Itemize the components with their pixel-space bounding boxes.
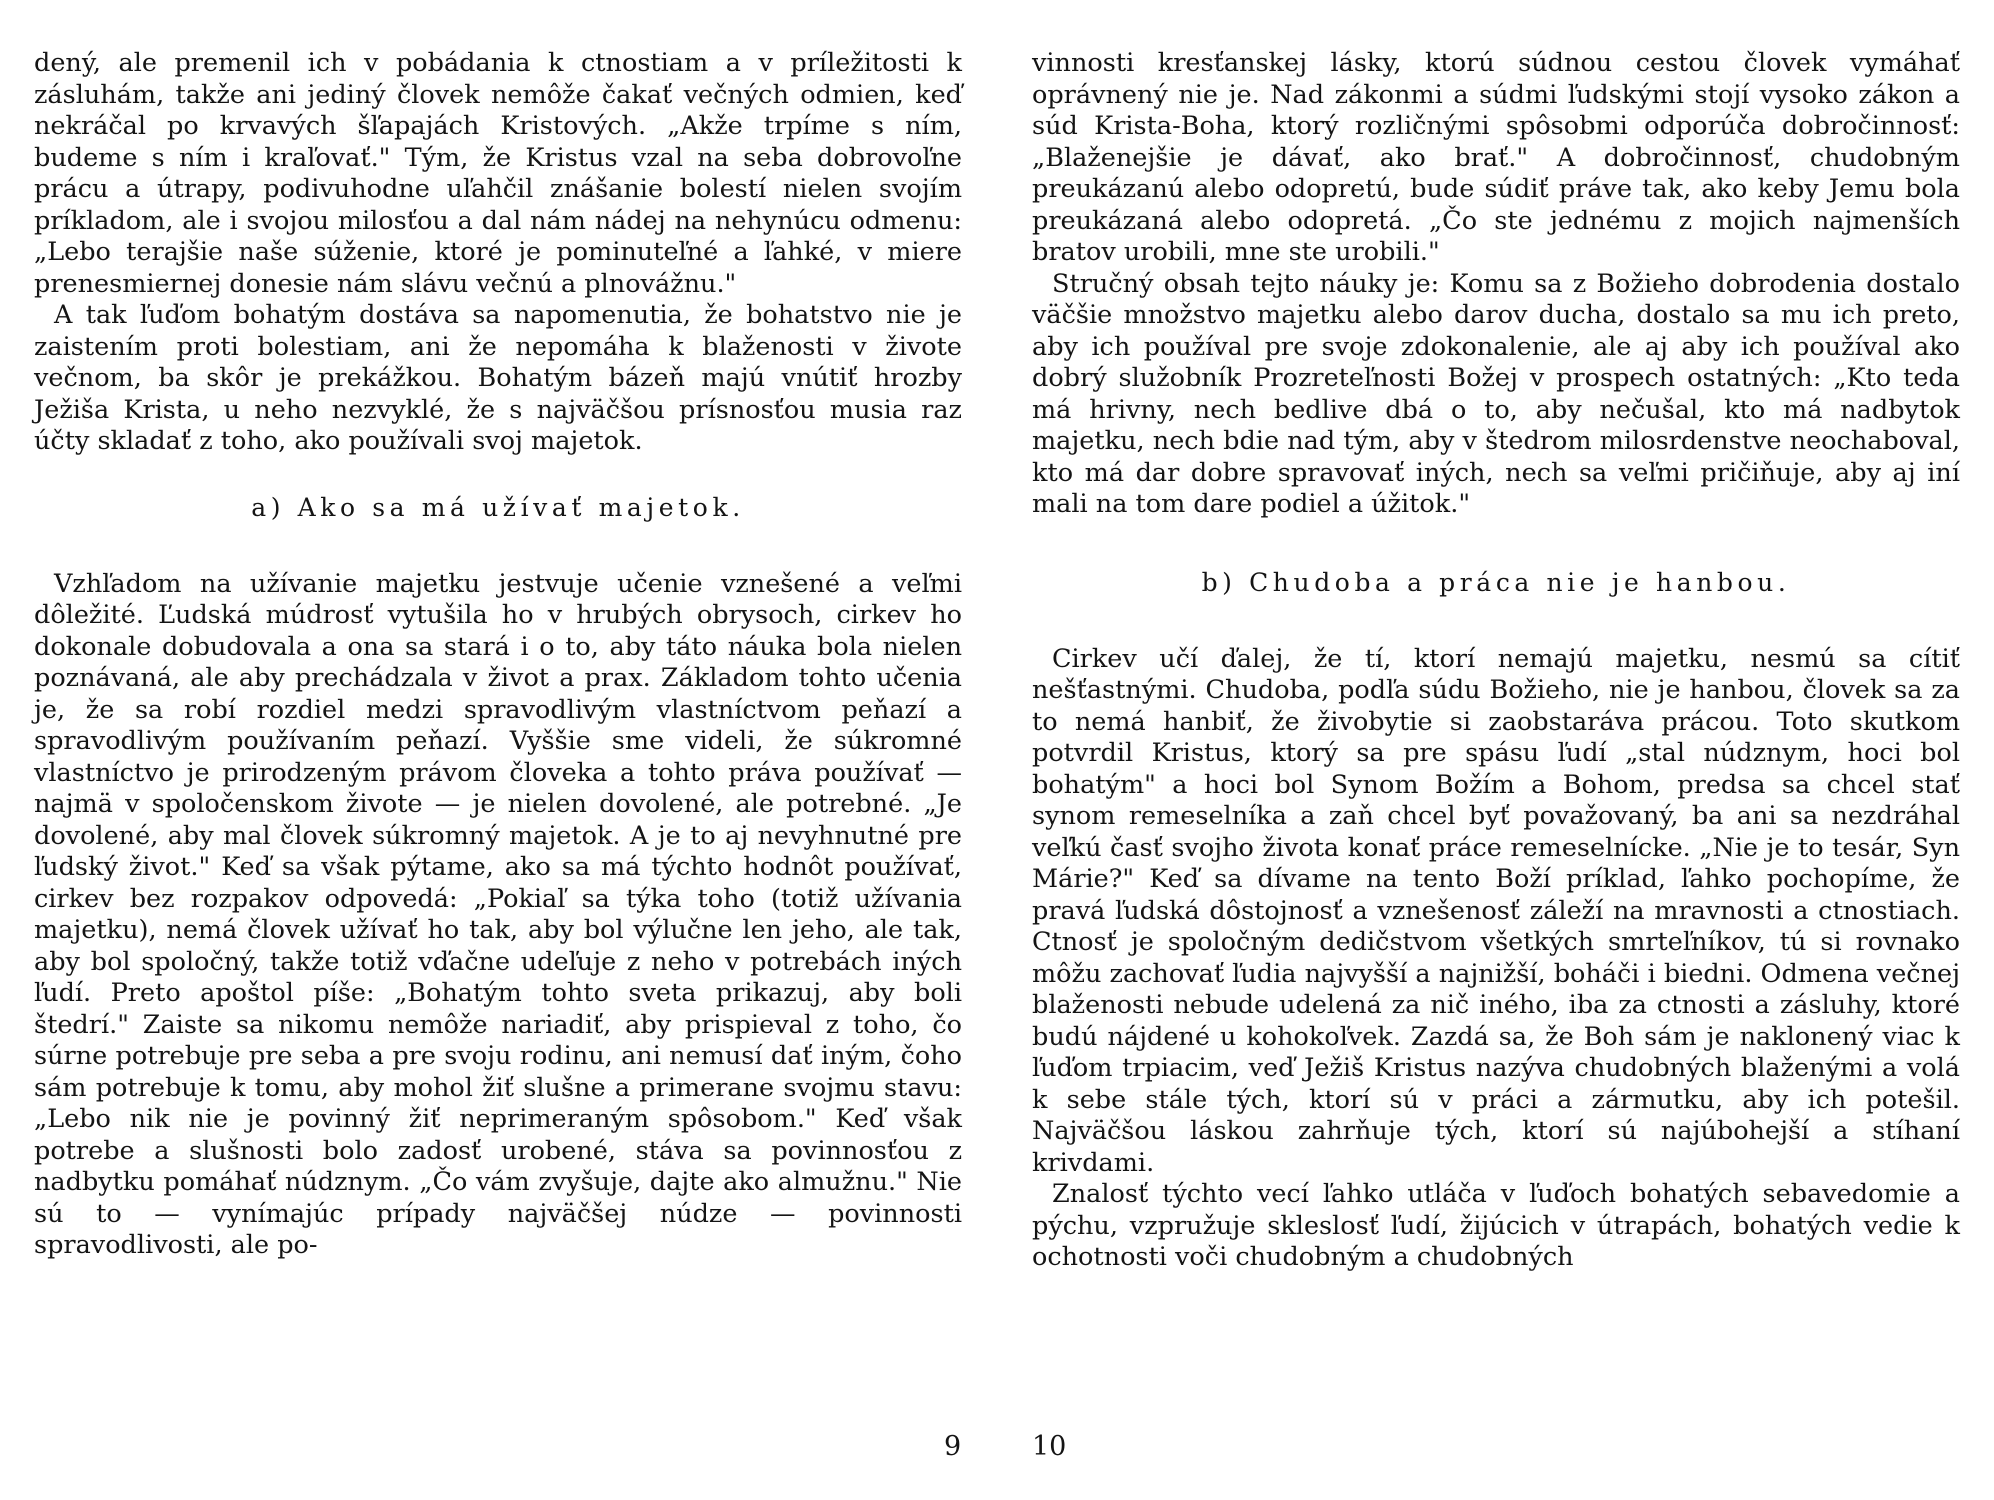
paragraph: Cirkev učí ďalej, že tí, ktorí nemajú majetku, nesmú sa cítiť nešťastnými. Chudoba, podľa súdu Božieho, nie je hanbou, človek sa za to nemá hanbiť, že živobytie si zaobstaráva prácou. Toto skutkom potvrdil Kristus, ktorý sa pre spásu ľudí „stal núdznym, hoci bol bohatým" a hoci bol Synom Božím a Bohom, predsa sa chcel stať synom remeselníka a zaň chcel byť považovaný, ba ani sa nezdráhal veľkú časť svojho života konať práce remeselnícke. „Nie je to tesár, Syn Márie?" Keď sa dívame na tento Boží príklad, ľahko pochopíme, že pravá ľudská dôstojnosť a vznešenosť záleží na mravnosti a ctnostiach. Ctnosť je spoločným dedičstvom všetkých smrteľníkov, tú si rovnako môžu zachovať ľudia najvyšší a najnižší, boháči i biedni. Odmena večnej blaženosti nebude udelená za nič iného, iba za ctnosti a zásluhy, ktoré budú nájdené u kohokoľvek. Zazdá sa, že Boh sám je naklonený viac k ľuďom trpiacim, veď Ježiš Kristus nazýva chudobných blaženými a volá k sebe stále tých, ktorí sú v práci a zármutku, aby ich potešil. Najväčšou láskou zahrňuje tých, ktorí sú najúbohejší a stíhaní krivdami. (1032, 643, 1960, 1178)
left-page (34, 48, 962, 1262)
section-heading: a) Ako sa má užívať majetok. (251, 492, 745, 522)
paragraph: dený, ale premenil ich v pobádania k ctnostiam a v príležitosti k zásluhám, takže ani jediný človek nemôže čakať večných odmien, keď nekráčal po krvavých šľapajách Kristových. „Akže trpíme s ním, budeme s ním i kraľovať." Tým, že Kristus vzal na seba dobrovoľne prácu a útrapy, podivuhodne uľahčil znášanie bolestí nielen svojím príkladom, ale i svojou milosťou a dal nám nádej na nehynúcu odmenu: „Lebo terajšie naše súženie, ktoré je pominuteľné a ľahké, v miere prenesmiernej donesie nám slávu večnú a plnovážnu." (34, 48, 962, 299)
paragraph: vinnosti kresťanskej lásky, ktorú súdnou cestou človek vymáhať oprávnený nie je. Nad zákonmi a súdmi ľudskými stojí vysoko zákon a súd Krista-Boha, ktorý rozličnými spôsobmi odporúča dobročinnosť: „Blaženejšie je dávať, ako brať." A dobročinnosť, chudobným preukázanú alebo odopretú, bude súdiť práve tak, ako keby Jemu bola preukázaná alebo odopretá. „Čo ste jednému z mojich najmenších bratov urobili, mne ste urobili." (1032, 48, 1960, 267)
paragraph: A tak ľuďom bohatým dostáva sa napomenutia, že bohatstvo nie je zaistením proti bolestiam, ani že nepomáha k blaženosti v živote večnom, ba skôr je prekážkou. Bohatým bázeň majú vnútiť hrozby Ježiša Krista, u neho nezvyklé, že s najväčšou prísnosťou musia raz účty skladať z toho, ako používali svoj majetok. (34, 300, 962, 456)
paragraph: Stručný obsah tejto náuky je: Komu sa z Božieho dobrodenia dostalo väčšie množstvo majetku alebo darov ducha, dostalo sa mu ich preto, aby ich používal pre svoje zdokonalenie, ale aj aby ich používal ako dobrý služobník Prozreteľnosti Božej v prospech ostatných: „Kto teda má hrivny, nech bedlive dbá o to, aby nečušal, kto má nadbytok majetku, nech bdie nad tým, aby v štedrom milosrdenstve neochaboval, kto má dar dobre spravovať iných, nech sa veľmi pričiňuje, aby aj iní mali na tom dare podiel a úžitok." (1032, 268, 1960, 519)
page-number-left: 9 (944, 1431, 962, 1462)
paragraph: Znalosť týchto vecí ľahko utláča v ľuďoch bohatých sebavedomie a pýchu, vzpružuje skleslosť ľudí, žijúcich v útrapách, bohatých vedie k ochotnosti voči chudobným a chudobných (1032, 1179, 1960, 1272)
section-heading: b) Chudoba a práca nie je hanbou. (1201, 567, 1791, 597)
right-page (1032, 48, 1960, 1274)
paragraph: Vzhľadom na užívanie majetku jestvuje učenie vznešené a veľmi dôležité. Ľudská múdrosť vytušila ho v hrubých obrysoch, cirkev ho dokonale dobudovala a ona sa stará i o to, aby táto náuka bola nielen poznávaná, ale aby prechádzala v život a prax. Základom tohto učenia je, že sa robí rozdiel medzi spravodlivým vlastníctvom peňazí a spravodlivým používaním peňazí. Vyššie sme videli, že súkromné vlastníctvo je prirodzeným právom človeka a tohto práva používať — najmä v spoločenskom živote — je nielen dovolené, ale potrebné. „Je dovolené, aby mal človek súkromný majetok. A je to aj nevyhnutné pre ľudský život." Keď sa však pýtame, ako sa má týchto hodnôt používať, cirkev bez rozpakov odpovedá: „Pokiaľ sa týka toho (totiž užívania majetku), nemá človek užívať ho tak, aby bol výlučne len jeho, ale tak, aby bol spoločný, takže totiž vďačne udeľuje z neho v potrebách iných ľudí. Preto apoštol píše: „Bohatým tohto sveta prikazuj, aby boli štedrí." Zaiste sa nikomu nemôže nariadiť, aby prispieval z toho, čo súrne potrebuje pre seba a pre svoju rodinu, ani nemusí dať iným, čoho sám potrebuje k tomu, aby mohol žiť slušne a primerane svojmu stavu: „Lebo nik nie je povinný žiť neprimeraným spôsobom." Keď však potrebe a slušnosti bolo zadosť urobené, stáva sa povinnosťou z nadbytku pomáhať núdznym. „Čo vám zvyšuje, dajte ako almužnu." Nie sú to — vynímajúc prípady najväčšej núdze — povinnosti spravodlivosti, ale po- (34, 568, 962, 1260)
page-number-right: 10 (1032, 1431, 1067, 1462)
